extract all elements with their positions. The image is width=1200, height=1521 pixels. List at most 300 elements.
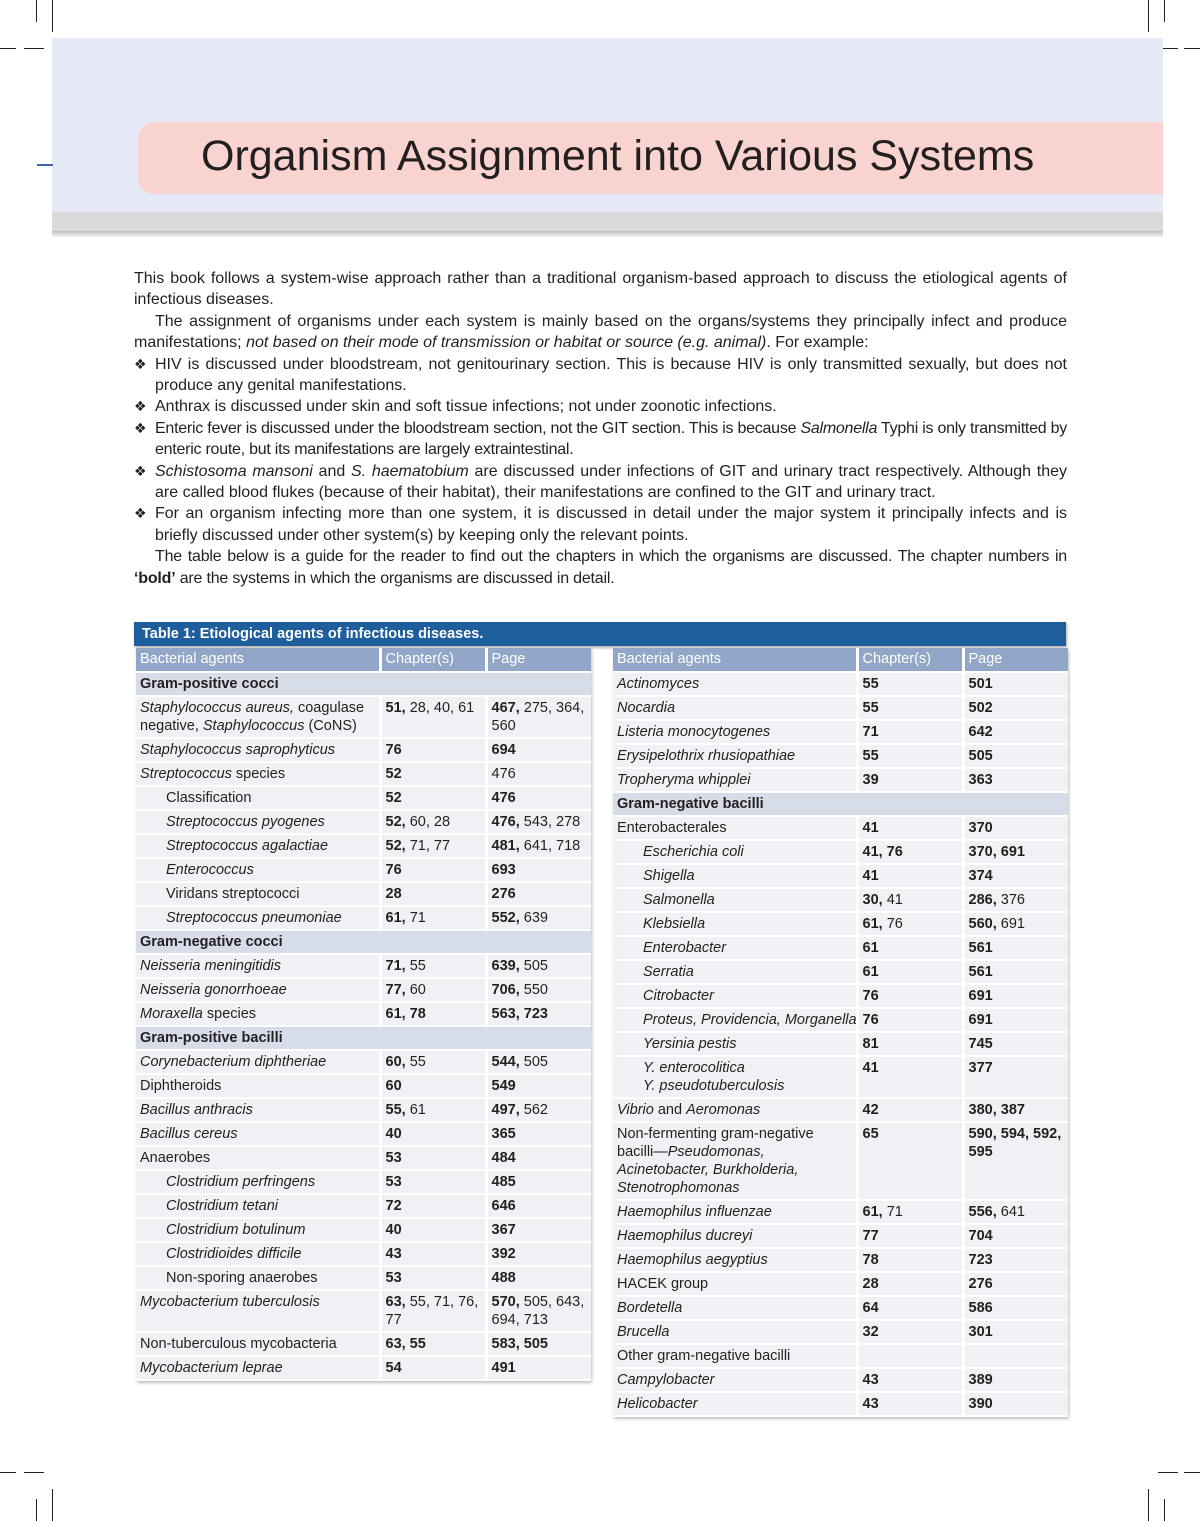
text-span: ‘bold’ (134, 569, 176, 587)
cell-text: Aeromonas (686, 1102, 761, 1118)
page-title: Organism Assignment into Various Systems (201, 132, 1035, 180)
cell-text: Escherichia coli (643, 844, 744, 860)
page-cell (486, 954, 591, 978)
page-cell (963, 1200, 1068, 1224)
cell-text: Enterococcus (166, 862, 254, 878)
agent-name-cell (136, 1290, 380, 1332)
cell-text: 476 (491, 766, 516, 782)
cell-text: 43 (862, 1372, 879, 1388)
cell-text: Neisseria meningitidis (140, 958, 282, 974)
crop-mark (1164, 0, 1165, 22)
chapter-cell (380, 834, 486, 858)
chapter-cell (380, 1002, 486, 1026)
cell-text: 505 (519, 1054, 548, 1070)
page-cell (963, 1392, 1068, 1416)
page-cell (486, 858, 591, 882)
chapter-cell (380, 1170, 486, 1194)
cell-text: 543, 278 (519, 814, 581, 830)
table-row (613, 1296, 1068, 1320)
cell-text: 76 (385, 742, 402, 758)
cell-text: 40 (385, 1126, 402, 1142)
chapter-cell (857, 816, 963, 840)
cell-text: 61 (862, 964, 879, 980)
cell-text: 694 (491, 742, 516, 758)
cell-text: Vibrio (617, 1102, 654, 1118)
cell-text: Y. pseudotuberculosis (643, 1078, 785, 1094)
table-row (613, 1098, 1068, 1122)
table-row (613, 720, 1068, 744)
table-row (613, 960, 1068, 984)
chapter-cell (380, 978, 486, 1002)
cell-text: 370, 691 (968, 844, 1025, 860)
cell-text: 55 (862, 700, 879, 716)
table-row (136, 1074, 591, 1098)
crop-mark (1148, 1489, 1149, 1521)
cell-text: 641 (996, 1204, 1025, 1220)
cell-text: 55 (405, 958, 426, 974)
agent-name-cell (136, 978, 380, 1002)
agent-name-cell (136, 1050, 380, 1074)
cell-text: Viridans streptococci (166, 886, 300, 902)
page-cell (963, 936, 1068, 960)
cell-text: 641, 718 (519, 838, 581, 854)
chapter-cell (380, 738, 486, 762)
table-header-row (613, 648, 1068, 672)
chapter-cell (380, 810, 486, 834)
chapter-cell (857, 984, 963, 1008)
cell-text: 30, (862, 892, 883, 908)
crop-mark (52, 0, 53, 32)
table-right-column (613, 648, 1068, 1417)
agent-name-cell (136, 954, 380, 978)
cell-text: 481, (491, 838, 520, 854)
cell-text: Klebsiella (643, 916, 706, 932)
cell-text: 65 (862, 1126, 879, 1142)
agent-name-cell (136, 906, 380, 930)
page-cell (486, 1242, 591, 1266)
chapter-cell (380, 882, 486, 906)
page-cell (963, 1344, 1068, 1368)
crop-mark (1148, 0, 1149, 32)
text-span: Typhi is only transmitted by enteric route, but its manifestations are largely extraintestinal. (155, 419, 1068, 459)
chapter-cell (857, 1368, 963, 1392)
cell-text: 275, 364, 560 (491, 700, 585, 734)
agent-name-cell (613, 768, 857, 792)
table-row (613, 936, 1068, 960)
page-cell (486, 882, 591, 906)
cell-text: 374 (968, 868, 993, 884)
cell-text: 491 (491, 1360, 516, 1376)
crop-mark (36, 0, 37, 22)
cell-text: 380, 387 (968, 1102, 1025, 1118)
cell-text: Citrobacter (643, 988, 714, 1004)
intro-paragraph: This book follows a system-wise approach rather than a traditional organism-based approach to discuss the etiological agents of infectious diseases. (134, 270, 1067, 309)
page-cell (963, 840, 1068, 864)
cell-text: Clostridium botulinum (166, 1222, 306, 1238)
cell-text: 61, (862, 1204, 883, 1220)
header-chapters: Chapter(s) (857, 648, 963, 672)
chapter-cell (857, 1098, 963, 1122)
cell-text: 81 (862, 1036, 879, 1052)
chapter-cell (857, 960, 963, 984)
header-shadow (52, 231, 1163, 238)
cell-text: Listeria monocytogenes (617, 724, 771, 740)
agent-name-cell (613, 696, 857, 720)
cell-text: 505, 643, 694, 713 (491, 1294, 585, 1328)
cell-text: Shigella (643, 868, 695, 884)
agent-name-cell (613, 816, 857, 840)
table-row (613, 768, 1068, 792)
crop-mark (52, 1489, 53, 1521)
chapter-cell (380, 1218, 486, 1242)
cell-text: Y. enterocolitica (643, 1060, 745, 1076)
cell-text: 71 (405, 910, 426, 926)
chapter-cell (857, 744, 963, 768)
table-row (136, 1146, 591, 1170)
agent-name-cell (613, 1008, 857, 1032)
chapter-cell (380, 762, 486, 786)
page-cell (963, 1008, 1068, 1032)
chapter-cell (380, 1332, 486, 1356)
cell-text: Corynebacterium diphtheriae (140, 1054, 327, 1070)
text-span: Anthrax is discussed under skin and soft tissue infections; not under zoonotic infections. (155, 398, 777, 416)
crop-mark (0, 1472, 16, 1473)
page-cell (963, 1272, 1068, 1296)
cell-text: 55 (405, 1054, 426, 1070)
table-row (613, 1122, 1068, 1200)
cell-text: 61, 78 (385, 1006, 426, 1022)
agent-name-cell (136, 1242, 380, 1266)
cell-text: 71 (862, 724, 879, 740)
cell-text: 61, (385, 910, 406, 926)
list-item (134, 418, 1067, 461)
table-row (613, 1032, 1068, 1056)
cell-text: Tropheryma whipplei (617, 772, 751, 788)
cell-text: 39 (862, 772, 879, 788)
crop-mark (24, 1472, 44, 1473)
table-row (136, 834, 591, 858)
text-span: Salmonella (800, 419, 878, 437)
agent-name-cell (136, 1356, 380, 1380)
table-row (136, 1356, 591, 1380)
page-cell (486, 1002, 591, 1026)
cell-text: Yersinia pestis (643, 1036, 737, 1052)
page-cell (486, 906, 591, 930)
table-row (136, 906, 591, 930)
page-cell (963, 720, 1068, 744)
page-cell (486, 762, 591, 786)
intro-text (134, 268, 1067, 589)
chapter-cell (857, 720, 963, 744)
cell-text: 550 (519, 982, 548, 998)
cell-text: 365 (491, 1126, 516, 1142)
chapter-cell (857, 1008, 963, 1032)
text-span: The table below is a guide for the reader to find out the chapters in which the organisms are discussed. The chapter numbers in (155, 548, 1067, 566)
cell-text: 54 (385, 1360, 402, 1376)
cell-text: 55 (862, 748, 879, 764)
cell-text: 377 (968, 1060, 993, 1076)
table-row (613, 1224, 1068, 1248)
agent-name-cell (136, 1098, 380, 1122)
cell-text: 570, (491, 1294, 520, 1310)
cell-text: 61 (862, 940, 879, 956)
page-cell (486, 1098, 591, 1122)
cell-text: coagulase negative, (140, 700, 365, 734)
cell-text: 77, (385, 982, 406, 998)
table-row (613, 1392, 1068, 1416)
cell-text: Moraxella (140, 1006, 203, 1022)
cell-text: 41 (862, 1060, 879, 1076)
text-span: are the systems in which the organisms are discussed in detail. (175, 569, 615, 587)
cell-text: 41 (862, 820, 879, 836)
table-row (136, 1098, 591, 1122)
table-body (613, 672, 1068, 1416)
section-row (136, 930, 591, 954)
cell-text: 52 (385, 790, 402, 806)
chapter-cell (380, 1194, 486, 1218)
diamond-bullet-icon: ❖ (134, 398, 147, 415)
chapter-cell (857, 1272, 963, 1296)
page-cell (486, 834, 591, 858)
cell-text: 55, (385, 1102, 406, 1118)
chapter-cell (857, 840, 963, 864)
agent-name-cell (613, 888, 857, 912)
agent-name-cell (136, 810, 380, 834)
chapter-cell (380, 1098, 486, 1122)
agent-name-cell (613, 1032, 857, 1056)
cell-text: 60 (405, 982, 426, 998)
chapter-cell (857, 1056, 963, 1098)
cell-text: 552, (491, 910, 520, 926)
list-item (134, 396, 1067, 417)
cell-text: 76 (385, 862, 402, 878)
cell-text: 76 (862, 988, 879, 1004)
cell-text: 586 (968, 1300, 993, 1316)
cell-text: Other gram-negative bacilli (617, 1348, 791, 1364)
side-tick-mark (37, 164, 53, 166)
page-cell (963, 744, 1068, 768)
cell-text: Haemophilus aegyptius (617, 1252, 768, 1268)
table-row (613, 912, 1068, 936)
cell-text: 691 (996, 916, 1025, 932)
cell-text: Campylobacter (617, 1372, 715, 1388)
page-cell (486, 1218, 591, 1242)
cell-text: Bordetella (617, 1300, 683, 1316)
agent-name-cell (613, 1098, 857, 1122)
agent-name-cell (613, 672, 857, 696)
agent-name-cell (613, 1200, 857, 1224)
page-cell (963, 816, 1068, 840)
cell-text: Brucella (617, 1324, 670, 1340)
cell-text: 646 (491, 1198, 516, 1214)
chapter-cell (857, 1248, 963, 1272)
page-cell (963, 1320, 1068, 1344)
chapter-cell (380, 786, 486, 810)
page-cell (486, 1266, 591, 1290)
agent-name-cell (136, 696, 380, 738)
cell-text: 71, (385, 958, 406, 974)
agent-name-cell (613, 1296, 857, 1320)
cell-text: Serratia (643, 964, 694, 980)
chapter-cell (380, 1122, 486, 1146)
text-span: S. haematobium (350, 462, 469, 480)
chapter-cell (857, 1200, 963, 1224)
cell-text: Erysipelothrix rhusiopathiae (617, 748, 796, 764)
table-row (136, 1332, 591, 1356)
agent-name-cell (136, 1218, 380, 1242)
table-row (613, 1056, 1068, 1098)
agent-name-cell (136, 882, 380, 906)
table-row (613, 1272, 1068, 1296)
cell-text: Haemophilus influenzae (617, 1204, 772, 1220)
table-row (613, 744, 1068, 768)
cell-text: Neisseria gonorrhoeae (140, 982, 287, 998)
cell-text: 55 (862, 676, 879, 692)
agent-name-cell (613, 1248, 857, 1272)
cell-text: 42 (862, 1102, 879, 1118)
table-header-row (136, 648, 591, 672)
table-row (613, 672, 1068, 696)
text-span: . For example: (766, 334, 869, 352)
agent-name-cell (613, 744, 857, 768)
cell-text: Pseudomonas, Acinetobacter, Burkholderia, Stenotrophomonas (617, 1144, 799, 1196)
cell-text: 389 (968, 1372, 993, 1388)
agent-name-cell (136, 1074, 380, 1098)
cell-text: 693 (491, 862, 516, 878)
cell-text: Salmonella (643, 892, 715, 908)
cell-text: 467, (491, 700, 520, 716)
cell-text: species (202, 1006, 257, 1022)
diamond-bullet-icon: ❖ (134, 419, 147, 436)
header-bacterial-agents: Bacterial agents (136, 648, 380, 672)
cell-text: 77 (862, 1228, 879, 1244)
table-body (136, 672, 591, 1380)
list-item (134, 354, 1067, 397)
page-cell (963, 1248, 1068, 1272)
cell-text: Streptococcus pneumoniae (166, 910, 342, 926)
cell-text: 53 (385, 1270, 402, 1286)
cell-text: 691 (968, 988, 993, 1004)
cell-text: Clostridioides difficile (166, 1246, 302, 1262)
page-cell (486, 1194, 591, 1218)
cell-text: 556, (968, 1204, 997, 1220)
table-row (613, 840, 1068, 864)
table-row (136, 810, 591, 834)
cell-text: 583, 505 (491, 1336, 548, 1352)
table-row (613, 888, 1068, 912)
table-row (613, 1344, 1068, 1368)
cell-text: Actinomyces (617, 676, 700, 692)
chapter-cell (380, 1266, 486, 1290)
chapter-cell (380, 906, 486, 930)
page-cell (486, 1170, 591, 1194)
cell-text: Bacillus cereus (140, 1126, 238, 1142)
table-row (613, 1368, 1068, 1392)
text-span: Schistosoma mansoni (155, 462, 313, 480)
page-cell (486, 1332, 591, 1356)
cell-text: 51, (385, 700, 406, 716)
cell-text: 544, (491, 1054, 520, 1070)
agent-name-cell (613, 1272, 857, 1296)
cell-text: Non-tuberculous mycobacteria (140, 1336, 337, 1352)
cell-text: 484 (491, 1150, 516, 1166)
cell-text: 28, 40, 61 (405, 700, 475, 716)
table-row (613, 984, 1068, 1008)
crop-mark (24, 48, 44, 49)
agent-name-cell (613, 1344, 857, 1368)
cell-text: 64 (862, 1300, 879, 1316)
chapter-cell (857, 696, 963, 720)
cell-text: 63, 55 (385, 1336, 426, 1352)
table-row (136, 738, 591, 762)
header-rule (52, 212, 1163, 232)
chapter-cell (380, 1050, 486, 1074)
cell-text: 60, 28 (405, 814, 451, 830)
table-row (613, 864, 1068, 888)
table-row (136, 1242, 591, 1266)
chapter-cell (857, 936, 963, 960)
agent-name-cell (136, 1002, 380, 1026)
cell-text: Diphtheroids (140, 1078, 222, 1094)
cell-text: 40 (385, 1222, 402, 1238)
table-row (136, 954, 591, 978)
page-cell (486, 696, 591, 738)
page-cell (963, 696, 1068, 720)
table-row (136, 786, 591, 810)
cell-text: 43 (862, 1396, 879, 1412)
cell-text: 60, (385, 1054, 406, 1070)
cell-text: 639 (519, 910, 548, 926)
cell-text: 53 (385, 1174, 402, 1190)
agent-name-cell (613, 1320, 857, 1344)
cell-text: 505 (519, 958, 548, 974)
page-cell (963, 912, 1068, 936)
cell-text: 561 (968, 964, 993, 980)
diamond-bullet-icon: ❖ (134, 462, 147, 479)
chapter-cell (857, 1320, 963, 1344)
page-cell (486, 1356, 591, 1380)
cell-text: 53 (385, 1150, 402, 1166)
chapter-cell (857, 1296, 963, 1320)
section-label: Gram-positive bacilli (136, 1026, 591, 1050)
cell-text: Bacillus anthracis (140, 1102, 253, 1118)
cell-text: Streptococcus (140, 766, 232, 782)
cell-text: 41 (862, 868, 879, 884)
cell-text: 723 (968, 1252, 993, 1268)
header-page: Page (963, 648, 1068, 672)
chapter-cell (380, 1290, 486, 1332)
intro-paragraph (134, 546, 1067, 589)
cell-text: 367 (491, 1222, 516, 1238)
chapter-cell (857, 768, 963, 792)
cell-text: 376 (996, 892, 1025, 908)
cell-text: 485 (491, 1174, 516, 1190)
cell-text: 78 (862, 1252, 879, 1268)
agent-name-cell (613, 1224, 857, 1248)
cell-text: Mycobacterium leprae (140, 1360, 283, 1376)
cell-text: Mycobacterium tuberculosis (140, 1294, 320, 1310)
table-left-column (136, 648, 591, 1381)
table-row (136, 978, 591, 1002)
chapter-cell (857, 1224, 963, 1248)
example-list (134, 354, 1067, 547)
cell-text: 745 (968, 1036, 993, 1052)
section-label: Gram-negative cocci (136, 930, 591, 954)
section-label: Gram-positive cocci (136, 672, 591, 696)
page-cell (963, 1032, 1068, 1056)
cell-text: 286, (968, 892, 997, 908)
crop-mark (1184, 48, 1200, 49)
